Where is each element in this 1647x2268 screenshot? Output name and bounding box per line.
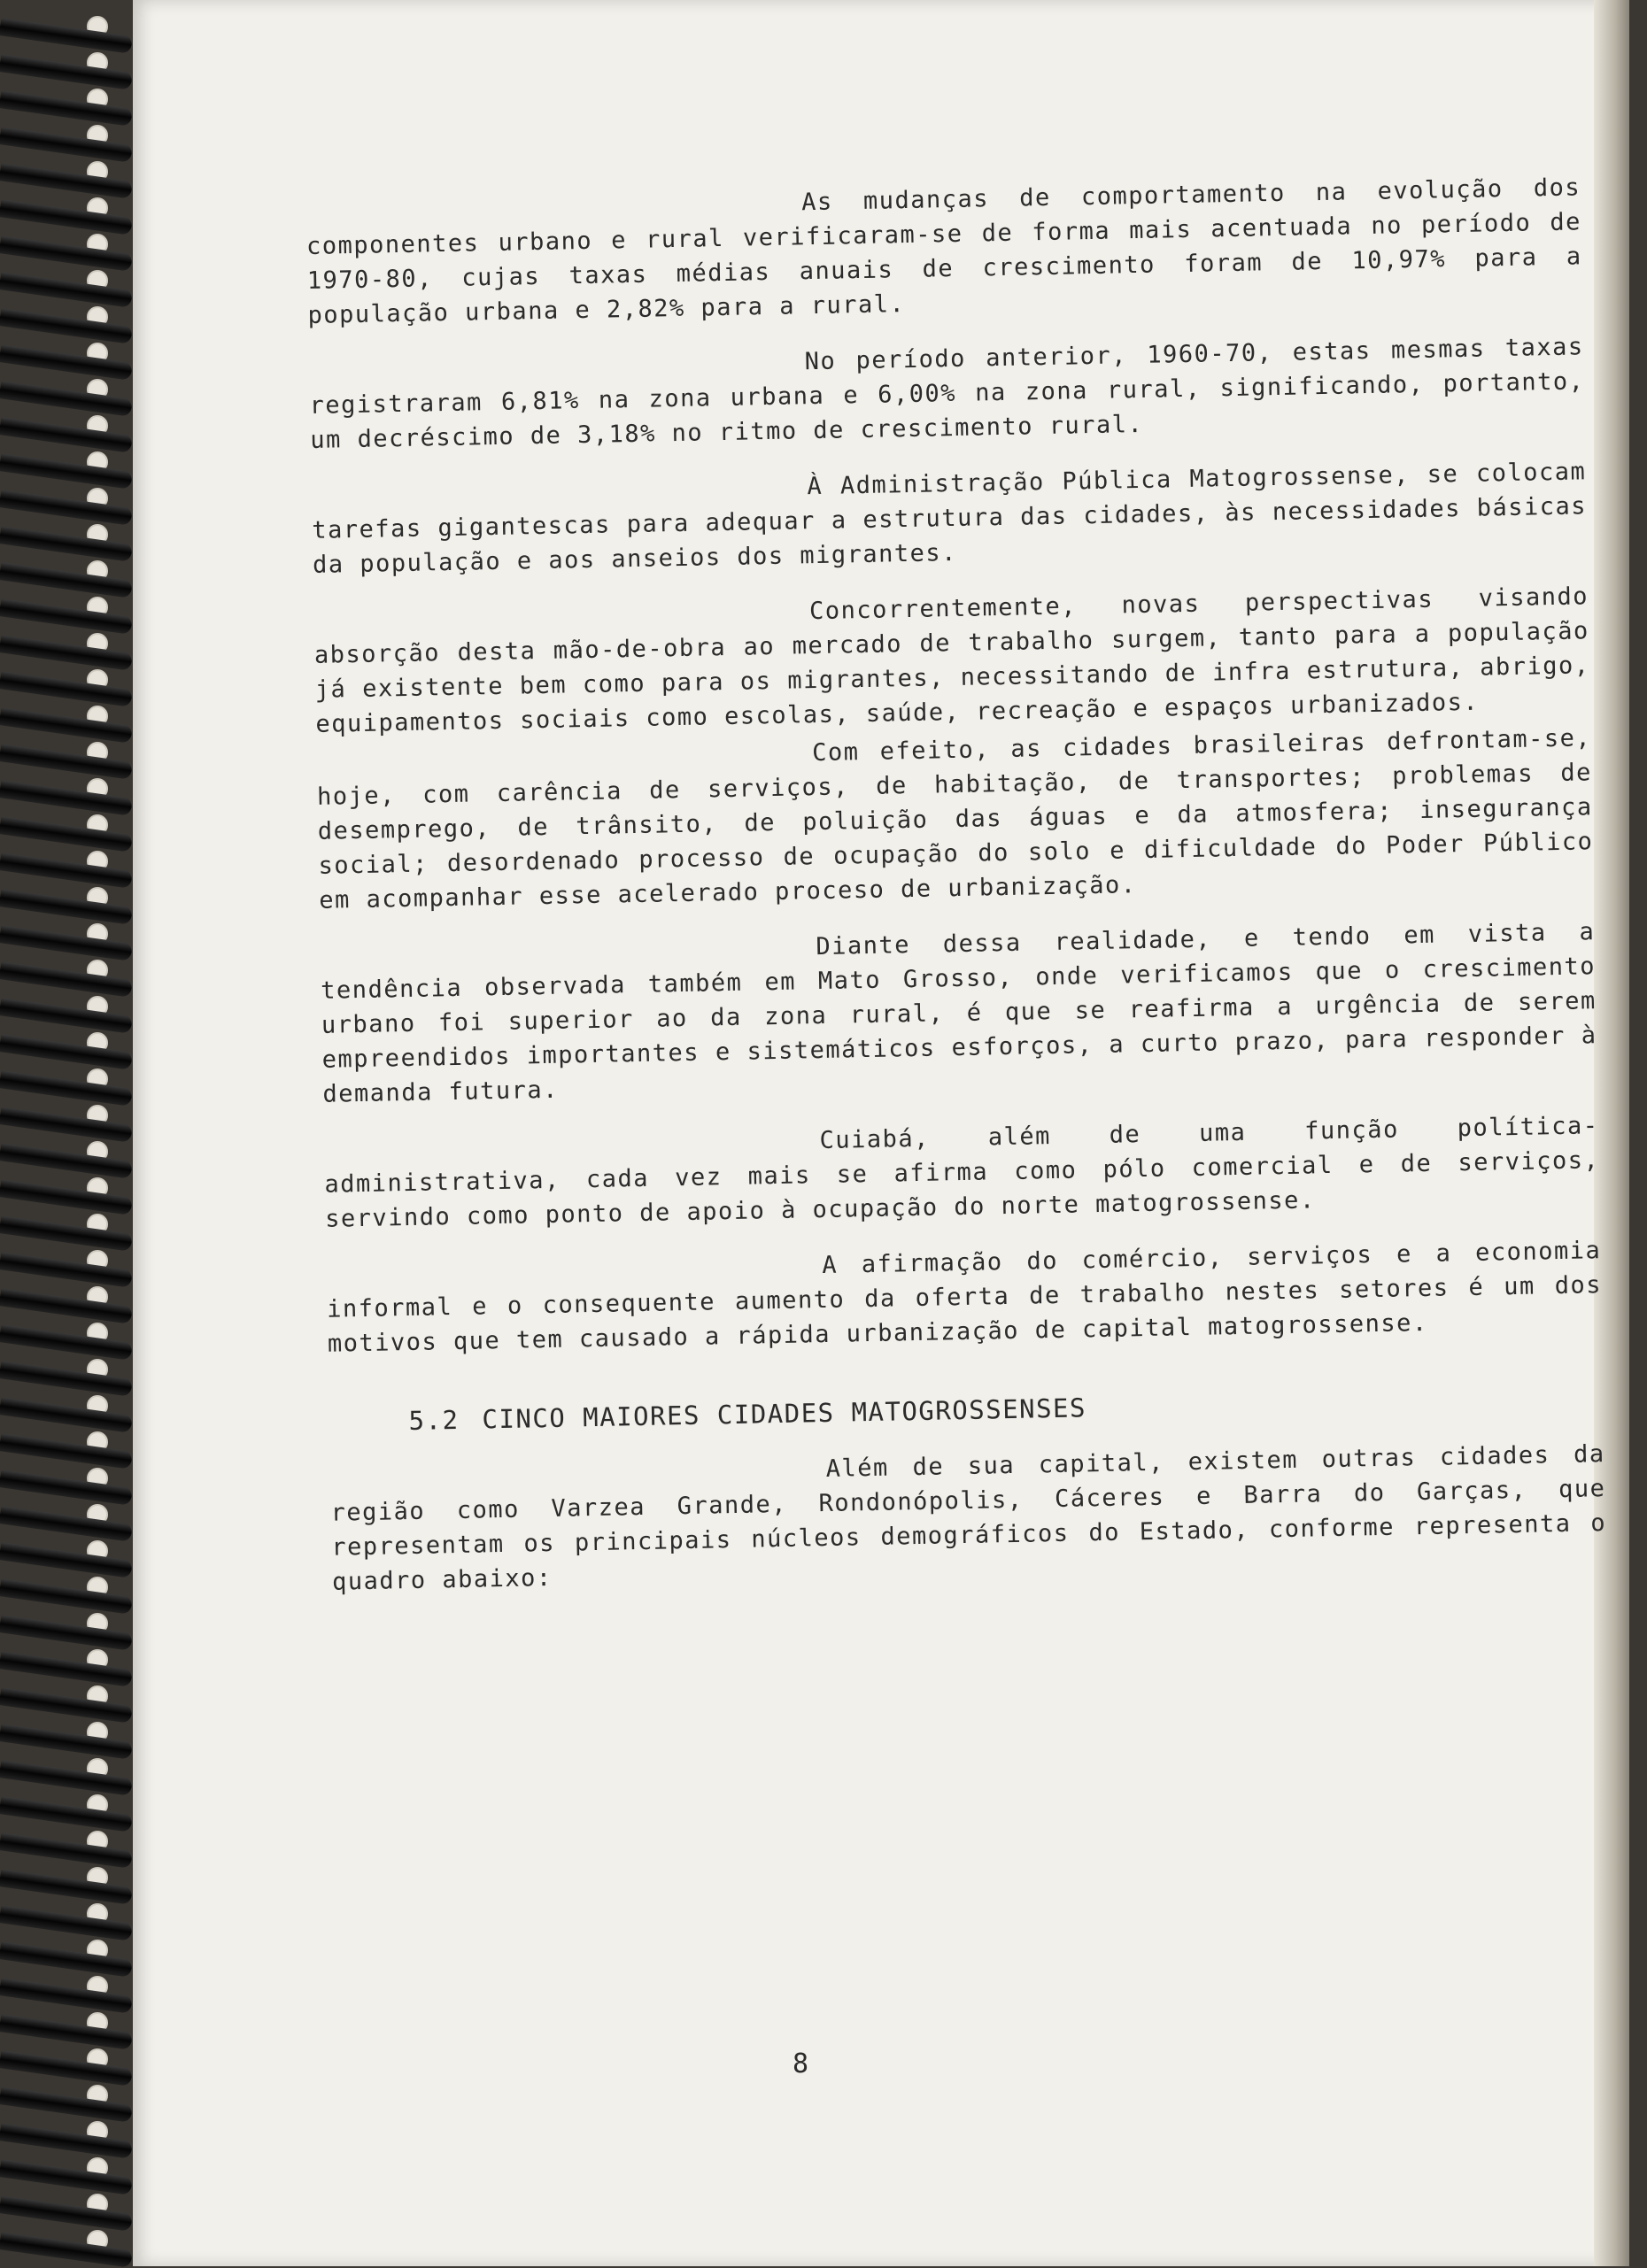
binding-coil: [0, 1578, 133, 1615]
binding-coil: [0, 1070, 133, 1107]
binding-coil: [0, 1506, 133, 1542]
paragraph-2: No período anterior, 1960-70, estas mesmas taxas registraram 6,81% na zona urbana e 6,00% na zona rural, significando, portanto, um decréscimo de 3,18% no ritmo de crescimento rural.: [309, 333, 1585, 454]
binding-coil: [0, 163, 133, 199]
page-stack-edge: [1594, 0, 1629, 2266]
binding-coil: [0, 1397, 133, 1433]
binding-coil: [0, 127, 133, 163]
binding-coil: [0, 780, 133, 816]
binding-coil: [0, 54, 133, 90]
binding-coil: [0, 598, 133, 635]
binding-coil: [0, 235, 133, 272]
binding-coil: [0, 453, 133, 490]
binding-coil: [0, 1324, 133, 1361]
binding-coil: [0, 707, 133, 744]
binding-coil: [0, 1034, 133, 1070]
binding-coil: [0, 1941, 133, 1978]
binding-coil: [0, 889, 133, 925]
binding-coil: [0, 635, 133, 671]
section-paragraph: Além de sua capital, existem outras cidades da região como Varzea Grande, Rondonópolis, Cáceres e Barra do Garças, que representam os principais núcleos demográficos do Estado, conforme representa o quadro abaixo:: [330, 1440, 1607, 1596]
binding-coil: [0, 2087, 133, 2123]
binding-coil: [0, 90, 133, 127]
binding-coil: [0, 1687, 133, 1724]
binding-coil: [0, 1107, 133, 1143]
binding-coil: [0, 1143, 133, 1179]
binding-coil: [0, 2014, 133, 2050]
binding-coil: [0, 1796, 133, 1832]
binding-coil: [0, 1433, 133, 1470]
binding-coil: [0, 1615, 133, 1651]
binding-coil: [0, 1832, 133, 1869]
binding-coil: [0, 1724, 133, 1760]
binding-coil: [0, 1215, 133, 1252]
section-title: CINCO MAIORES CIDADES MATOGROSSENSES: [482, 1392, 1087, 1435]
paragraph-4: Concorrentemente, novas perspectivas visando absorção desta mão-de-obra ao mercado de trabalho surgem, tanto para a população já existente bem como para os migrantes, necessitando de infra estrutura, abrigo, equipamentos sociais como escolas, saúde, recreação e espaços urbanizados.: [313, 582, 1590, 738]
binding-coil: [0, 1905, 133, 1941]
binding-coil: [0, 562, 133, 598]
binding-coil: [0, 1470, 133, 1506]
binding-coil: [0, 1978, 133, 2014]
paragraph-5: Com efeito, as cidades brasileiras defrontam-se, hoje, com carência de serviços, de habitação, de transportes; problemas de desemprego, de trânsito, de poluição das águas e da atmosfera; insegurança social; desordenado processo de ocupação do solo e dificuldade do Poder Público em acompanhar esse acelerado proceso de urbanização.: [316, 724, 1594, 914]
binding-coil: [0, 1542, 133, 1578]
binding-coil: [0, 961, 133, 998]
binding-coil: [0, 816, 133, 852]
page-body: [305, 170, 1608, 1620]
binding-coil: [0, 925, 133, 961]
binding-coil: [0, 1869, 133, 1905]
binding-coil: [0, 2232, 133, 2268]
paragraph-3: À Administração Pública Matogrossense, se colocam tarefas gigantescas para adequar a estrutura das cidades, às necessidades básicas da população e aos anseios dos migrantes.: [311, 458, 1588, 579]
paragraph-7: Cuiabá, além de uma função política- administrativa, cada vez mais se afirma como pólo comercial e de serviços, servindo como ponto de apoio à ocupação do norte matogrossense.: [324, 1112, 1600, 1233]
binding-coil: [0, 671, 133, 707]
binding-coil: [0, 744, 133, 780]
binding-coil: [0, 344, 133, 381]
binding-coil: [0, 526, 133, 562]
binding-coil: [0, 1760, 133, 1796]
binding-coil: [0, 2123, 133, 2159]
binding-coil: [0, 417, 133, 453]
binding-coil: [0, 1288, 133, 1324]
paragraph-8: A afirmação do comércio, serviços e a economia informal e o consequente aumento da oferta de trabalho nestes setores é um dos motivos que tem causado a rápida urbanização de capital matogrossense.: [326, 1237, 1603, 1358]
binding-coil: [0, 381, 133, 417]
spiral-binding: [0, 0, 155, 2266]
binding-coil: [0, 1361, 133, 1397]
page-number: 8: [793, 2048, 809, 2079]
binding-coil: [0, 1252, 133, 1288]
paragraph-1: As mudanças de comportamento na evolução dos componentes urbano e rural verificaram-se de forma mais acentuada no período de 1970-80, cujas taxas médias anuais de crescimento foram de 10,97% para a população urbana e 2,82% para a rural.: [305, 174, 1582, 329]
binding-coil: [0, 199, 133, 235]
binding-coil: [0, 308, 133, 344]
binding-coil: [0, 272, 133, 308]
binding-coil: [0, 490, 133, 526]
binding-coil: [0, 998, 133, 1034]
binding-coil: [0, 18, 133, 54]
section-number: 5.2: [408, 1404, 460, 1437]
paragraph-6: Diante dessa realidade, e tendo em vista a tendência observada também em Mato Grosso, onde verificamos que o crescimento urbano foi superior ao da zona rural, é que se reafirma a urgência de serem empreendidos importantes e sistemáticos esforços, a curto prazo, para responder à demanda futura.: [320, 918, 1597, 1108]
binding-coil: [0, 2195, 133, 2232]
binding-coil: [0, 852, 133, 889]
binding-coil: [0, 2050, 133, 2087]
section-heading: [408, 1381, 1604, 1439]
binding-coil: [0, 1179, 133, 1215]
binding-coil: [0, 1651, 133, 1687]
binding-coil: [0, 2159, 133, 2195]
